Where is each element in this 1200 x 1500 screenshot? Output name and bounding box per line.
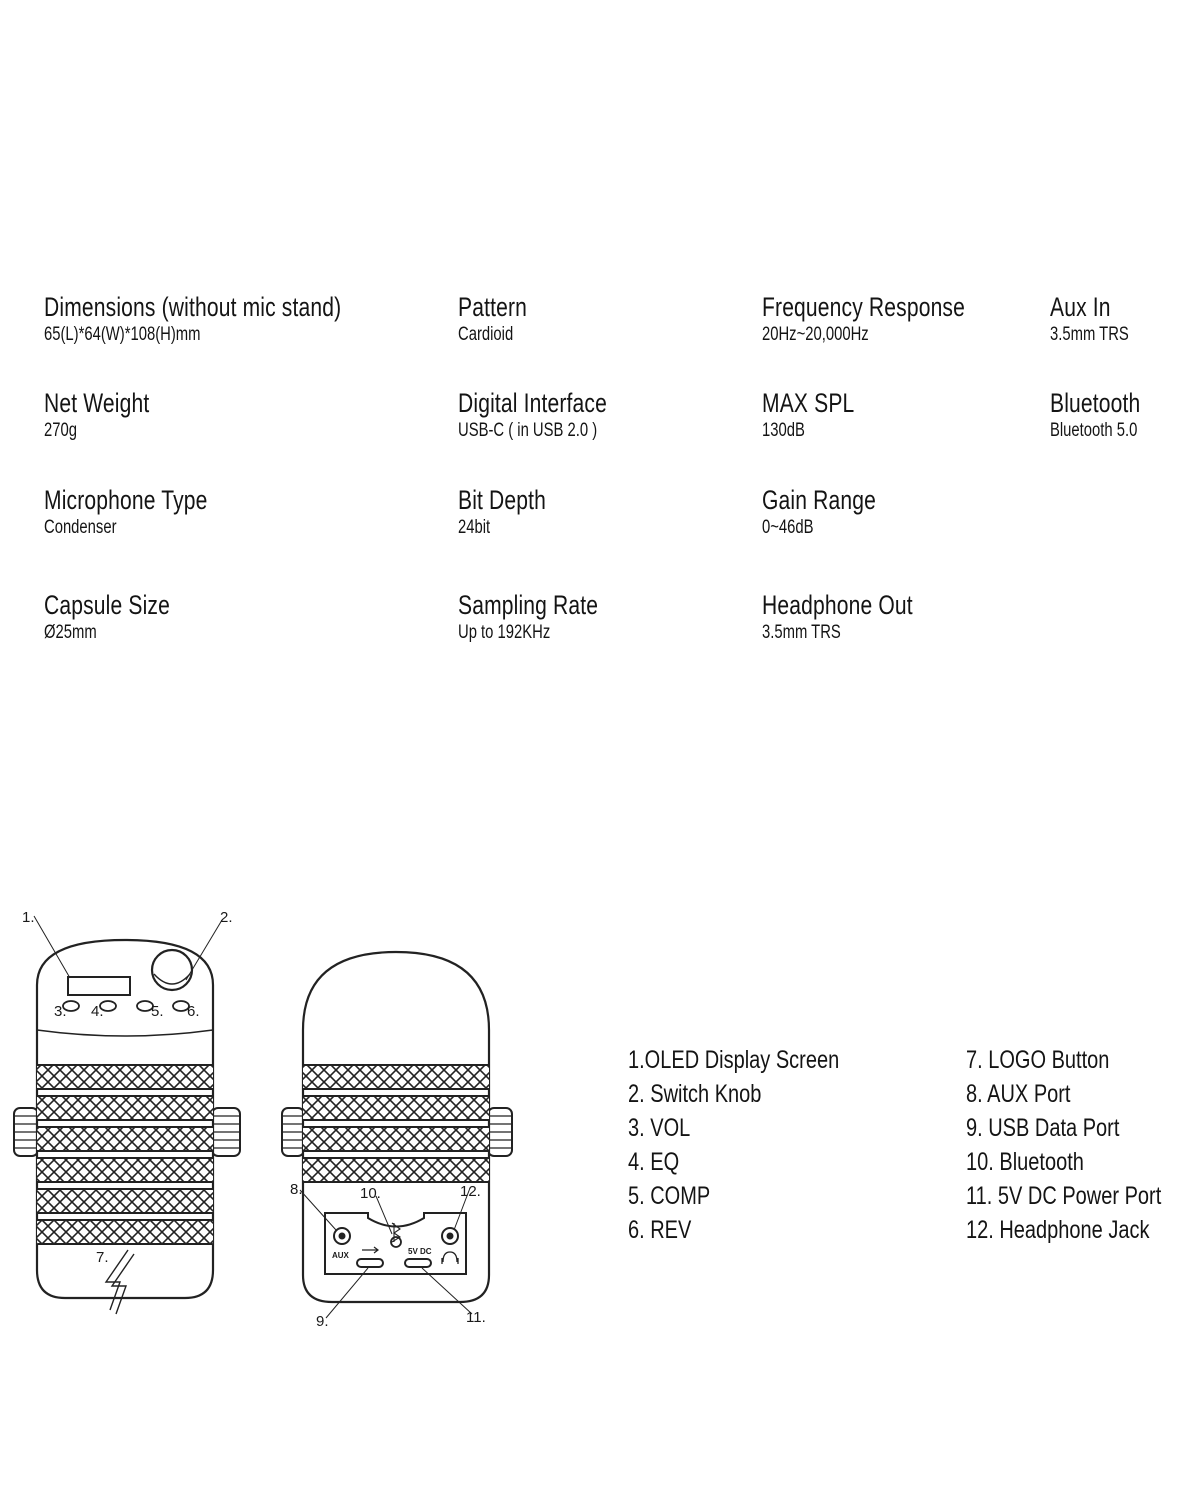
dc-power-port[interactable] — [405, 1259, 431, 1267]
aux-port-label: AUX — [332, 1251, 349, 1260]
spec-max-spl — [762, 388, 880, 442]
legend-item: 12. Headphone Jack — [966, 1216, 1150, 1244]
spec-label: Frequency Response — [762, 292, 965, 322]
legend-item: 6. REV — [628, 1216, 692, 1244]
spec-dimensions — [44, 292, 425, 346]
spec-value: 65(L)*64(W)*108(H)mm — [44, 324, 201, 345]
legend-item: 7. LOGO Button — [966, 1046, 1110, 1074]
spec-bit-depth — [458, 485, 571, 539]
spec-value: 3.5mm TRS — [762, 622, 841, 643]
legend-item: 5. COMP — [628, 1182, 711, 1210]
spec-label: Pattern — [458, 292, 527, 322]
spec-value: Condenser — [44, 517, 117, 538]
callout-3: 3. — [54, 1003, 67, 1020]
spec-net-weight — [44, 388, 179, 442]
legend-item: 8. AUX Port — [966, 1080, 1071, 1108]
spec-pattern — [458, 292, 546, 346]
spec-aux-in — [1050, 292, 1151, 346]
callout-2: 2. — [220, 909, 233, 926]
callout-5: 5. — [151, 1003, 164, 1020]
spec-value: Ø25mm — [44, 622, 97, 643]
dc-port-label: 5V DC — [408, 1247, 432, 1256]
spec-label: Net Weight — [44, 388, 150, 418]
legend-item: 10. Bluetooth — [966, 1148, 1084, 1176]
front-view — [14, 909, 240, 1314]
spec-value: 270g — [44, 420, 77, 441]
spec-value: 130dB — [762, 420, 805, 441]
usb-data-port[interactable] — [357, 1259, 383, 1267]
legend-left — [628, 1043, 892, 1247]
callout-12: 12. — [460, 1183, 481, 1200]
callout-4: 4. — [91, 1003, 104, 1020]
callout-10: 10. — [360, 1185, 381, 1202]
spec-headphone-out — [762, 590, 955, 644]
spec-label: Dimensions (without mic stand) — [44, 292, 342, 322]
callout-11: 11. — [466, 1309, 486, 1326]
spec-label: Gain Range — [762, 485, 876, 515]
spec-value: USB-C ( in USB 2.0 ) — [458, 420, 598, 441]
spec-digital-interface — [458, 388, 649, 442]
spec-label: Capsule Size — [44, 590, 170, 620]
spec-value: 3.5mm TRS — [1050, 324, 1129, 345]
callout-1: 1. — [22, 909, 35, 926]
spec-value: 20Hz~20,000Hz — [762, 324, 869, 345]
spec-label: Bit Depth — [458, 485, 547, 515]
spec-value: Up to 192KHz — [458, 622, 551, 643]
spec-sampling-rate — [458, 590, 638, 644]
spec-label: Bluetooth — [1050, 388, 1141, 418]
spec-frequency-response — [762, 292, 1022, 346]
spec-label: Digital Interface — [458, 388, 607, 418]
spec-value: 0~46dB — [762, 517, 814, 538]
spec-label: Aux In — [1050, 292, 1111, 322]
spec-microphone-type — [44, 485, 254, 539]
back-view — [282, 952, 512, 1330]
legend-right — [966, 1043, 1200, 1247]
spec-label: Microphone Type — [44, 485, 208, 515]
spec-label: Headphone Out — [762, 590, 913, 620]
microphone-diagram — [0, 890, 540, 1350]
spec-label: Sampling Rate — [458, 590, 599, 620]
spec-capsule-size — [44, 590, 206, 644]
spec-value: 24bit — [458, 517, 491, 538]
legend-item: 9. USB Data Port — [966, 1114, 1120, 1142]
spec-bluetooth — [1050, 388, 1166, 442]
callout-8: 8. — [290, 1181, 303, 1198]
legend-item: 1.OLED Display Screen — [628, 1046, 840, 1074]
legend-item: 3. VOL — [628, 1114, 691, 1142]
callout-9: 9. — [316, 1313, 329, 1330]
spec-value: Cardioid — [458, 324, 514, 345]
callout-7: 7. — [96, 1249, 109, 1266]
legend-item: 4. EQ — [628, 1148, 680, 1176]
legend-item: 2. Switch Knob — [628, 1080, 762, 1108]
callout-6: 6. — [187, 1003, 200, 1020]
oled-display-screen — [68, 977, 130, 995]
spec-gain-range — [762, 485, 908, 539]
legend-item: 11. 5V DC Power Port — [966, 1182, 1162, 1210]
spec-label: MAX SPL — [762, 388, 855, 418]
spec-value: Bluetooth 5.0 — [1050, 420, 1138, 441]
